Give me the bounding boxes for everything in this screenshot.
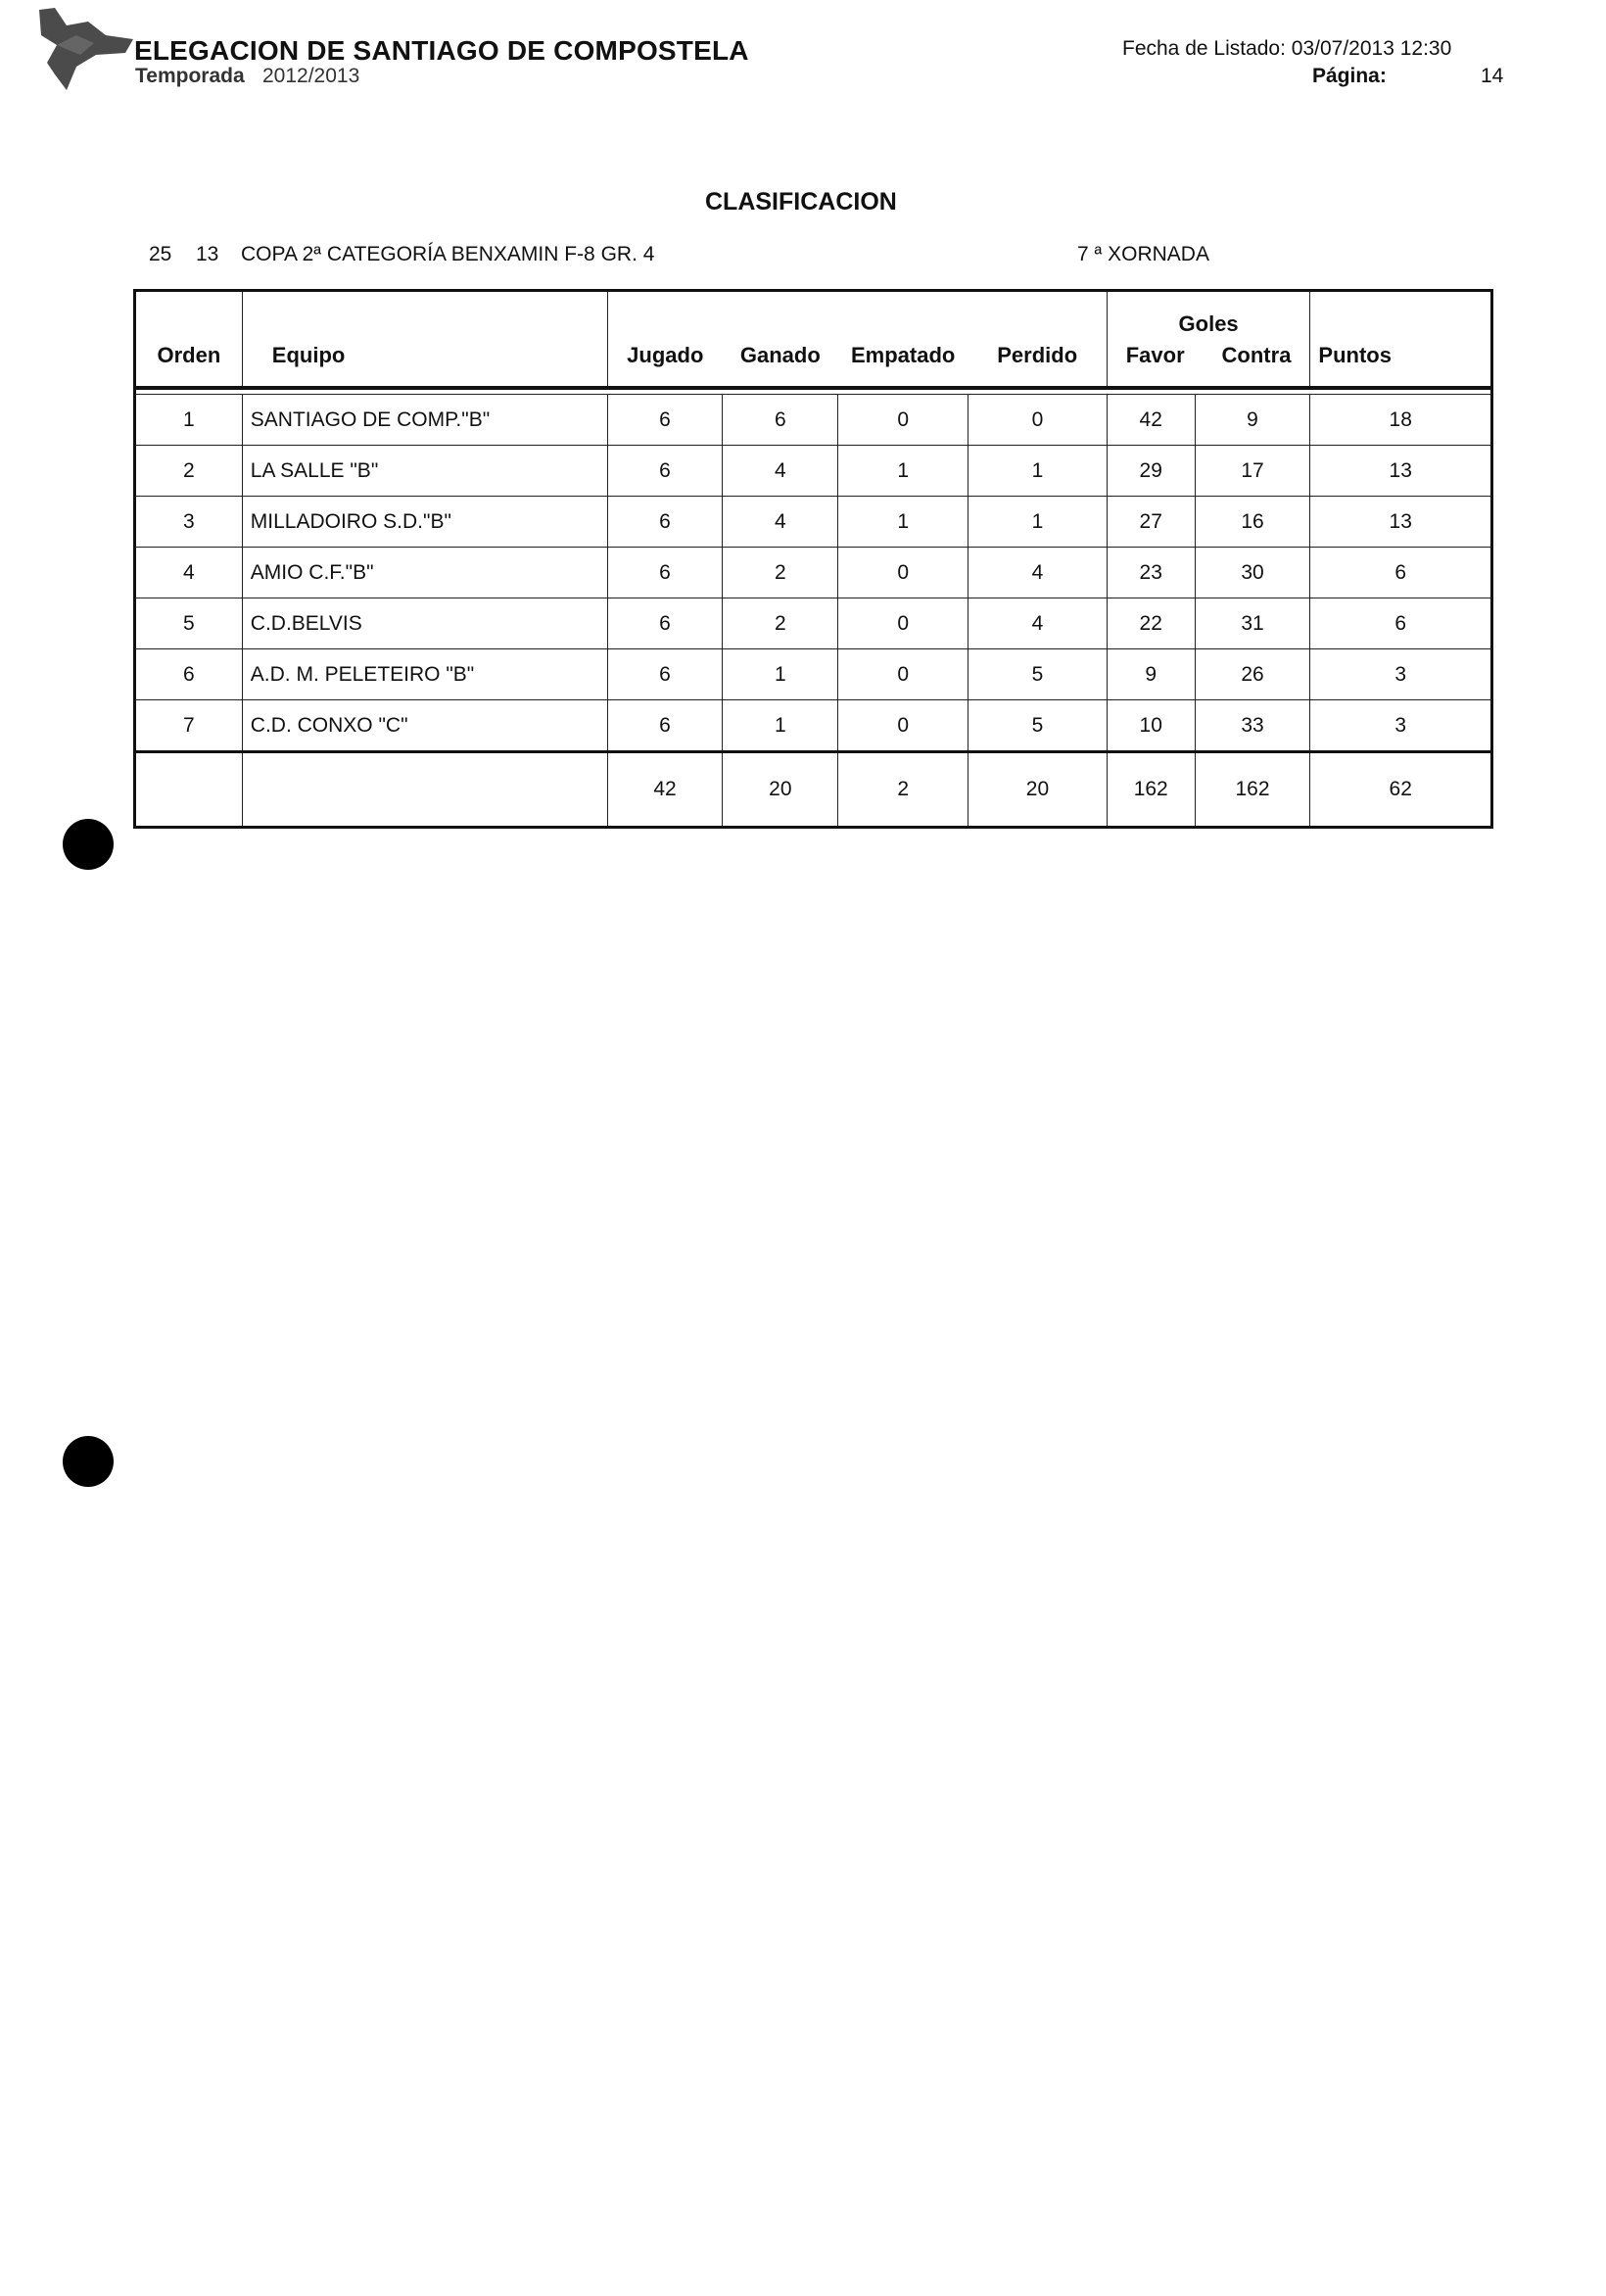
cell-orden: 4 xyxy=(135,548,243,598)
cell-empatado: 0 xyxy=(838,395,968,446)
cell-perdido: 5 xyxy=(968,700,1108,752)
cell-equipo: C.D. CONXO "C" xyxy=(242,700,607,752)
cell-total-equipo xyxy=(242,752,607,828)
header-favor: Favor xyxy=(1125,343,1185,367)
cell-ganado: 4 xyxy=(723,446,838,497)
cell-equipo: A.D. M. PELETEIRO "B" xyxy=(242,649,607,700)
cell-favor: 10 xyxy=(1107,700,1195,752)
total-perdido: 20 xyxy=(968,752,1108,828)
cell-jugado: 6 xyxy=(607,700,723,752)
cell-ganado: 4 xyxy=(723,497,838,548)
header-goles xyxy=(1107,291,1310,389)
competition-name: COPA 2ª CATEGORÍA BENXAMIN F-8 GR. 4 xyxy=(241,243,655,265)
torn-corner-mark xyxy=(37,6,135,92)
listing-date: Fecha de Listado: 03/07/2013 12:30 xyxy=(1122,37,1452,60)
total-puntos: 62 xyxy=(1310,752,1492,828)
cell-equipo: C.D.BELVIS xyxy=(242,598,607,649)
punch-hole-bottom xyxy=(63,1436,114,1487)
table-row xyxy=(135,497,1492,548)
cell-puntos: 3 xyxy=(1310,649,1492,700)
cell-orden: 7 xyxy=(135,700,243,752)
cell-perdido: 1 xyxy=(968,446,1108,497)
cell-favor: 9 xyxy=(1107,649,1195,700)
table-header-row xyxy=(135,291,1492,389)
cell-jugado: 6 xyxy=(607,649,723,700)
cell-jugado: 6 xyxy=(607,548,723,598)
punch-hole-top xyxy=(63,819,114,870)
header-puntos: Puntos xyxy=(1310,291,1492,389)
cell-jugado: 6 xyxy=(607,395,723,446)
totals-row xyxy=(135,752,1492,828)
season-label: Temporada xyxy=(135,65,245,87)
cell-orden: 5 xyxy=(135,598,243,649)
cell-equipo: AMIO C.F."B" xyxy=(242,548,607,598)
table-body xyxy=(135,388,1492,828)
total-jugado: 42 xyxy=(607,752,723,828)
cell-perdido: 4 xyxy=(968,548,1108,598)
cell-total-orden xyxy=(135,752,243,828)
cell-ganado: 1 xyxy=(723,700,838,752)
page-label: Página: xyxy=(1312,65,1387,87)
organization-name: ELEGACION DE SANTIAGO DE COMPOSTELA xyxy=(134,35,749,66)
cell-perdido: 5 xyxy=(968,649,1108,700)
cell-equipo: SANTIAGO DE COMP."B" xyxy=(242,395,607,446)
table-row xyxy=(135,395,1492,446)
cell-empatado: 0 xyxy=(838,598,968,649)
cell-contra: 16 xyxy=(1195,497,1310,548)
table-row xyxy=(135,598,1492,649)
cell-contra: 33 xyxy=(1195,700,1310,752)
cell-contra: 17 xyxy=(1195,446,1310,497)
season-value: 2012/2013 xyxy=(262,65,360,87)
table-row xyxy=(135,548,1492,598)
cell-puntos: 18 xyxy=(1310,395,1492,446)
cell-favor: 29 xyxy=(1107,446,1195,497)
cell-orden: 1 xyxy=(135,395,243,446)
cell-perdido: 4 xyxy=(968,598,1108,649)
cell-puntos: 3 xyxy=(1310,700,1492,752)
cell-jugado: 6 xyxy=(607,446,723,497)
cell-contra: 26 xyxy=(1195,649,1310,700)
cell-puntos: 13 xyxy=(1310,497,1492,548)
cell-perdido: 1 xyxy=(968,497,1108,548)
cell-jugado: 6 xyxy=(607,497,723,548)
cell-contra: 9 xyxy=(1195,395,1310,446)
page-number: 14 xyxy=(1481,65,1504,87)
cell-favor: 42 xyxy=(1107,395,1195,446)
cell-empatado: 0 xyxy=(838,700,968,752)
total-contra: 162 xyxy=(1195,752,1310,828)
total-ganado: 20 xyxy=(723,752,838,828)
cell-ganado: 1 xyxy=(723,649,838,700)
cell-orden: 2 xyxy=(135,446,243,497)
total-empatado: 2 xyxy=(838,752,968,828)
cell-favor: 22 xyxy=(1107,598,1195,649)
cell-jugado: 6 xyxy=(607,598,723,649)
cell-orden: 6 xyxy=(135,649,243,700)
cell-puntos: 6 xyxy=(1310,598,1492,649)
header-perdido: Perdido xyxy=(968,291,1108,389)
cell-perdido: 0 xyxy=(968,395,1108,446)
cell-empatado: 0 xyxy=(838,548,968,598)
header-empatado: Empatado xyxy=(838,291,968,389)
cell-favor: 23 xyxy=(1107,548,1195,598)
cell-equipo: LA SALLE "B" xyxy=(242,446,607,497)
header-contra: Contra xyxy=(1221,343,1292,367)
cell-empatado: 1 xyxy=(838,497,968,548)
total-favor: 162 xyxy=(1107,752,1195,828)
header-equipo: Equipo xyxy=(242,291,607,389)
cell-contra: 30 xyxy=(1195,548,1310,598)
cell-puntos: 13 xyxy=(1310,446,1492,497)
cell-contra: 31 xyxy=(1195,598,1310,649)
cell-ganado: 2 xyxy=(723,548,838,598)
cell-puntos: 6 xyxy=(1310,548,1492,598)
header-jugado: Jugado xyxy=(607,291,723,389)
cell-orden: 3 xyxy=(135,497,243,548)
document-title: CLASIFICACION xyxy=(705,188,897,215)
cell-ganado: 2 xyxy=(723,598,838,649)
table-row xyxy=(135,446,1492,497)
header-orden: Orden xyxy=(135,291,243,389)
standings-table xyxy=(133,289,1493,829)
round-label: 7 ª XORNADA xyxy=(1077,243,1209,265)
table-row xyxy=(135,700,1492,752)
cell-favor: 27 xyxy=(1107,497,1195,548)
cell-ganado: 6 xyxy=(723,395,838,446)
header-goles-label: Goles xyxy=(1178,311,1239,336)
cell-equipo: MILLADOIRO S.D."B" xyxy=(242,497,607,548)
table-row xyxy=(135,649,1492,700)
cell-empatado: 1 xyxy=(838,446,968,497)
header-ganado: Ganado xyxy=(723,291,838,389)
code-b: 13 xyxy=(196,243,219,265)
cell-empatado: 0 xyxy=(838,649,968,700)
code-a: 25 xyxy=(149,243,172,265)
